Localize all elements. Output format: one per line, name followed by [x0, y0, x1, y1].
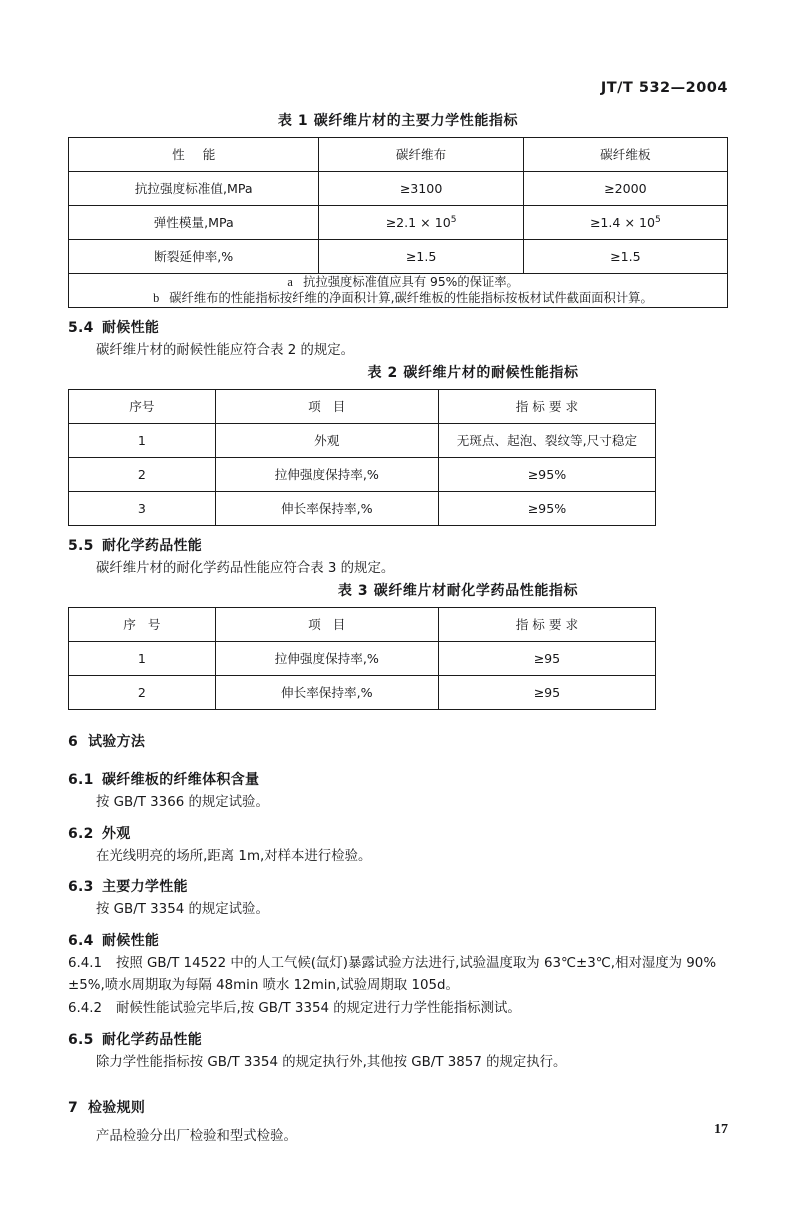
cell-plate-tensile-strength: ≥2000	[523, 172, 727, 206]
table-row-header	[69, 390, 656, 424]
section-body-5-5: 碳纤维片材的耐化学药品性能应符合表 3 的规定。	[96, 561, 395, 577]
col-header-property	[69, 138, 319, 172]
table-footnotes-row	[69, 274, 728, 308]
cell-no-1: 1	[69, 424, 216, 458]
section-body-6-3: 按 GB/T 3354 的规定试验。	[96, 902, 269, 918]
section-title-6-2: 外观	[102, 825, 131, 842]
col-header-serial-no	[69, 607, 216, 641]
section-number-6-4-2: 6.4.2	[68, 1001, 103, 1017]
col-header-plate: 碳纤维板	[523, 138, 727, 172]
page-number: 17	[714, 1122, 728, 1137]
section-title-6-5: 耐化学药品性能	[102, 1032, 203, 1049]
section-number-6: 6	[68, 733, 79, 750]
table-1-mechanical-properties	[68, 137, 728, 308]
cell-no-1: 1	[69, 641, 216, 675]
section-text-6-4-2: 耐候性能试验完毕后,按 GB/T 3354 的规定进行力学性能指标测试。	[116, 1001, 521, 1017]
cell-requirement-elongation-retention: ≥95%	[438, 492, 655, 526]
footnote-a-mark: a	[287, 275, 293, 290]
col-header-serial-no-label: 序 号	[123, 616, 165, 632]
table-row	[69, 424, 656, 458]
cell-property-tensile-strength: 抗拉强度标准值,MPa	[69, 172, 319, 206]
cell-plate-elongation: ≥1.5	[523, 240, 727, 274]
cell-cloth-tensile-strength: ≥3100	[319, 172, 523, 206]
table-3-caption: 表 3 碳纤维片材耐化学药品性能指标	[337, 582, 579, 599]
section-title-7: 检验规则	[88, 1099, 146, 1116]
table-2-caption: 表 2 碳纤维片材的耐候性能指标	[367, 364, 579, 381]
section-title-5-5: 耐化学药品性能	[102, 538, 203, 555]
section-body-7: 产品检验分出厂检验和型式检验。	[96, 1128, 297, 1144]
cell-no-2: 2	[69, 458, 216, 492]
table-row	[69, 458, 656, 492]
table-2-weather-resistance	[68, 389, 656, 526]
section-number-6-1: 6.1	[68, 771, 94, 788]
col-header-item-label: 项 目	[308, 616, 350, 632]
section-number-7: 7	[68, 1099, 79, 1116]
table-3-chemical-resistance	[68, 607, 656, 710]
col-header-requirement: 指 标 要 求	[438, 607, 655, 641]
section-body-6-4-1	[68, 953, 728, 996]
section-heading-6-3	[68, 876, 728, 896]
cell-cloth-elastic-modulus-base: ≥2.1 × 10	[385, 214, 451, 230]
cell-cloth-elastic-modulus	[319, 206, 523, 240]
section-body-6-5: 除力学性能指标按 GB/T 3354 的规定执行外,其他按 GB/T 3857 的规定执行。	[96, 1055, 567, 1071]
cell-plate-elastic-modulus	[523, 206, 727, 240]
section-number-5-4: 5.4	[68, 320, 94, 337]
section-body-6-1: 按 GB/T 3366 的规定试验。	[96, 794, 269, 810]
table-row	[69, 206, 728, 240]
table-row	[69, 492, 656, 526]
section-body-6-4-2	[68, 998, 728, 1020]
cell-requirement-tensile-retention: ≥95%	[438, 458, 655, 492]
section-number-6-4: 6.4	[68, 933, 94, 950]
section-title-6: 试验方法	[88, 733, 146, 750]
col-header-serial-no: 序号	[69, 390, 216, 424]
cell-item-elongation-retention: 伸长率保持率,%	[215, 675, 438, 709]
page-content	[68, 112, 728, 1150]
table-row	[69, 240, 728, 274]
cell-plate-elastic-modulus-base: ≥1.4 × 10	[589, 214, 656, 230]
cell-requirement-appearance: 无斑点、起泡、裂纹等,尺寸稳定	[438, 424, 655, 458]
cell-property-elastic-modulus: 弹性模量,MPa	[69, 206, 319, 240]
section-heading-6-2	[68, 823, 728, 843]
section-title-6-4: 耐候性能	[102, 933, 160, 950]
section-heading-6-4	[68, 930, 728, 950]
cell-plate-elastic-modulus-exponent: 5	[655, 214, 661, 225]
footnote-b-mark: b	[153, 290, 160, 305]
footnote-a	[73, 275, 723, 290]
cell-no-2: 2	[69, 675, 216, 709]
table-row	[69, 641, 656, 675]
section-number-6-4-1: 6.4.1	[68, 956, 103, 972]
section-heading-5-4	[68, 317, 728, 337]
table-row	[69, 675, 656, 709]
cell-cloth-elongation: ≥1.5	[319, 240, 523, 274]
cell-item-elongation-retention: 伸长率保持率,%	[215, 492, 438, 526]
section-title-6-3: 主要力学性能	[102, 879, 188, 896]
section-heading-7	[68, 1097, 728, 1117]
table-1-caption: 表 1 碳纤维片材的主要力学性能指标	[277, 113, 519, 129]
section-number-6-5: 6.5	[68, 1032, 94, 1049]
cell-item-tensile-retention: 拉伸强度保持率,%	[215, 458, 438, 492]
standard-code-header: JT/T 532—2004	[600, 80, 728, 96]
section-heading-6	[68, 731, 728, 751]
cell-requirement-elongation-retention: ≥95	[438, 675, 655, 709]
table-row	[69, 172, 728, 206]
section-heading-6-1	[68, 769, 728, 789]
footnote-b	[73, 291, 723, 306]
section-text-6-4-1: 按照 GB/T 14522 中的人工气候(氙灯)暴露试验方法进行,试验温度取为 63℃±3℃,相对湿度为 90%±5%,喷水周期取为每隔 48min 喷水 12min,试验周期取 105d。	[68, 956, 717, 993]
section-title-5-4: 耐候性能	[102, 320, 160, 337]
cell-property-elongation: 断裂延伸率,%	[69, 240, 319, 274]
cell-requirement-tensile-retention: ≥95	[438, 641, 655, 675]
section-number-6-2: 6.2	[68, 825, 94, 842]
table-row-header	[69, 138, 728, 172]
col-header-item	[215, 607, 438, 641]
table-1-footnotes	[69, 274, 728, 308]
section-body-6-2: 在光线明亮的场所,距离 1m,对样本进行检验。	[96, 848, 372, 864]
col-header-property-label: 性 能	[172, 146, 223, 162]
footnote-a-text: 抗拉强度标准值应具有 95%的保证率。	[303, 275, 519, 290]
section-number-5-5: 5.5	[68, 538, 94, 555]
cell-no-3: 3	[69, 492, 216, 526]
col-header-requirement: 指 标 要 求	[438, 390, 655, 424]
col-header-item-label: 项 目	[308, 398, 350, 414]
section-heading-6-5	[68, 1029, 728, 1049]
section-body-5-4: 碳纤维片材的耐候性能应符合表 2 的规定。	[96, 343, 355, 359]
section-number-6-3: 6.3	[68, 879, 94, 896]
col-header-item	[215, 390, 438, 424]
footnote-b-text: 碳纤维布的性能指标按纤维的净面积计算,碳纤维板的性能指标按板材试件截面面积计算。	[169, 290, 653, 305]
table-row-header	[69, 607, 656, 641]
cell-item-appearance: 外观	[215, 424, 438, 458]
section-heading-5-5	[68, 535, 728, 555]
cell-cloth-elastic-modulus-exponent: 5	[450, 214, 457, 225]
col-header-cloth: 碳纤维布	[319, 138, 523, 172]
section-title-6-1: 碳纤维板的纤维体积含量	[102, 771, 260, 788]
cell-item-tensile-retention: 拉伸强度保持率,%	[215, 641, 438, 675]
